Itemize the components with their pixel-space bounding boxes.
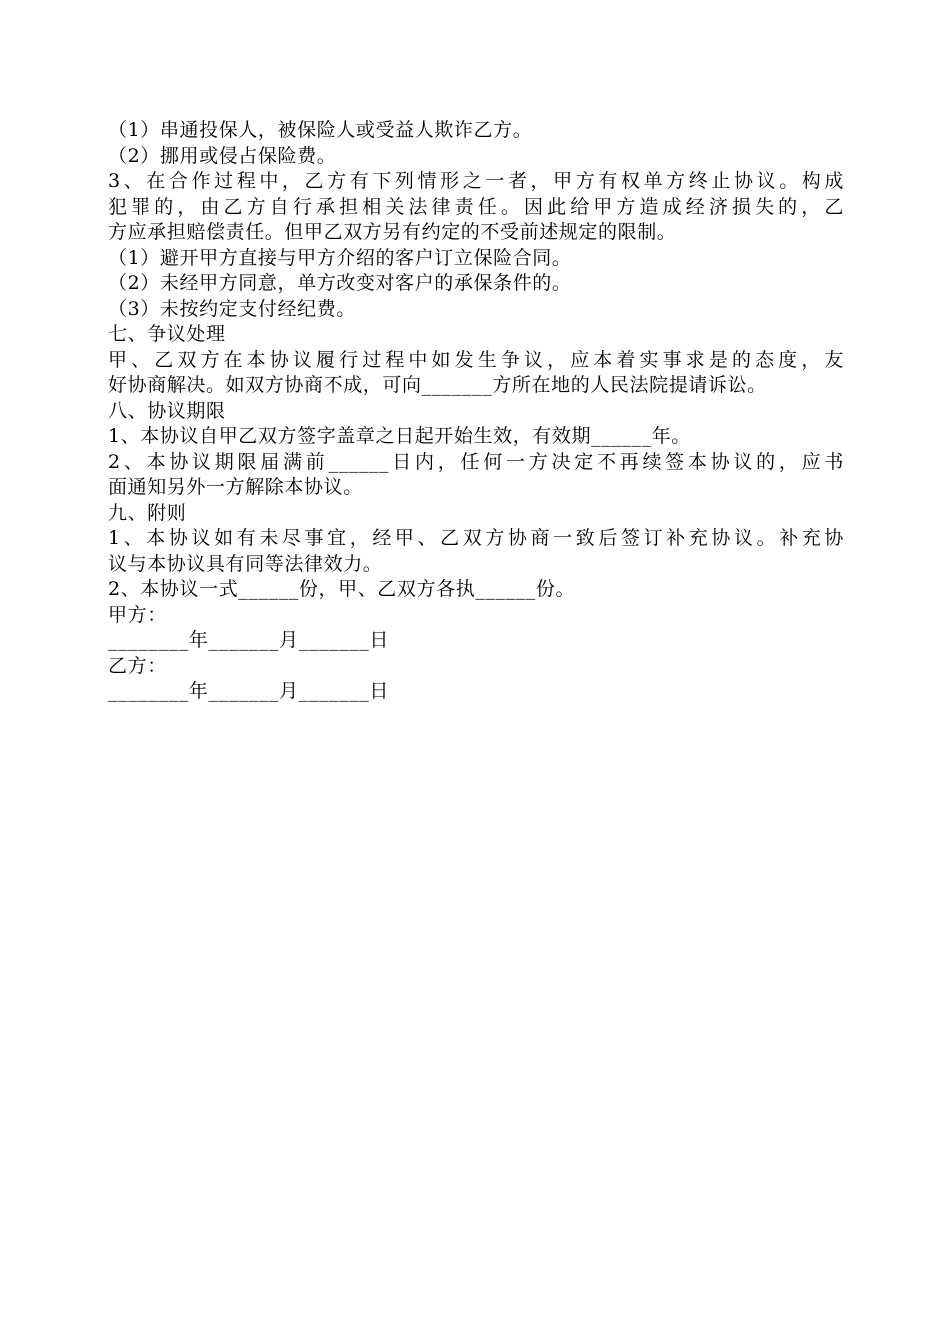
clause-paragraph-line: 面通知另外一方解除本协议。 — [108, 476, 363, 498]
section-heading: 八、协议期限 — [108, 399, 226, 422]
clause-line: （1）串通投保人，被保险人或受益人欺诈乙方。 — [108, 119, 533, 141]
clause-paragraph-line: 2、本协议期限届满前______日内，任何一方决定不再续签本协议的，应书 — [108, 450, 844, 473]
clause-paragraph-line: 好协商解决。如双方协商不成，可向_______方所在地的人民法院提请诉讼。 — [108, 374, 767, 396]
party-a-date-blank: ________年_______月_______日 — [108, 629, 389, 651]
party-b-label: 乙方： — [108, 654, 167, 677]
clause-paragraph-line: 1、本协议如有未尽事宜，经甲、乙双方协商一致后签订补充协议。补充协 — [108, 527, 844, 549]
clause-paragraph-line: 议与本协议具有同等法律效力。 — [108, 552, 383, 575]
clause-paragraph-line: 犯罪的，由乙方自行承担相关法律责任。因此给甲方造成经济损失的，乙 — [108, 195, 844, 218]
clause-paragraph-line: 3、在合作过程中，乙方有下列情形之一者，甲方有权单方终止协议。构成 — [108, 170, 844, 192]
clause-line: （3）未按约定支付经纪费。 — [108, 297, 356, 320]
clause-line: 2、本协议一式______份，甲、乙双方各执______份。 — [108, 578, 576, 600]
party-a-label: 甲方： — [108, 603, 167, 626]
clause-line: 1、本协议自甲乙双方签字盖章之日起开始生效，有效期______年。 — [108, 425, 691, 447]
document-body — [108, 118, 844, 705]
party-b-date-blank: ________年_______月_______日 — [108, 680, 389, 702]
clause-paragraph-line: 方应承担赔偿责任。但甲乙双方另有约定的不受前述规定的限制。 — [108, 221, 677, 243]
clause-line: （2）未经甲方同意，单方改变对客户的承保条件的。 — [108, 272, 572, 294]
clause-paragraph-line: 甲、乙双方在本协议履行过程中如发生争议，应本着实事求是的态度，友 — [108, 348, 844, 371]
clause-line: （2）挪用或侵占保险费。 — [108, 144, 337, 167]
section-heading: 九、附则 — [108, 501, 187, 524]
section-heading: 七、争议处理 — [108, 323, 226, 345]
clause-line: （1）避开甲方直接与甲方介绍的客户订立保险合同。 — [108, 246, 572, 269]
